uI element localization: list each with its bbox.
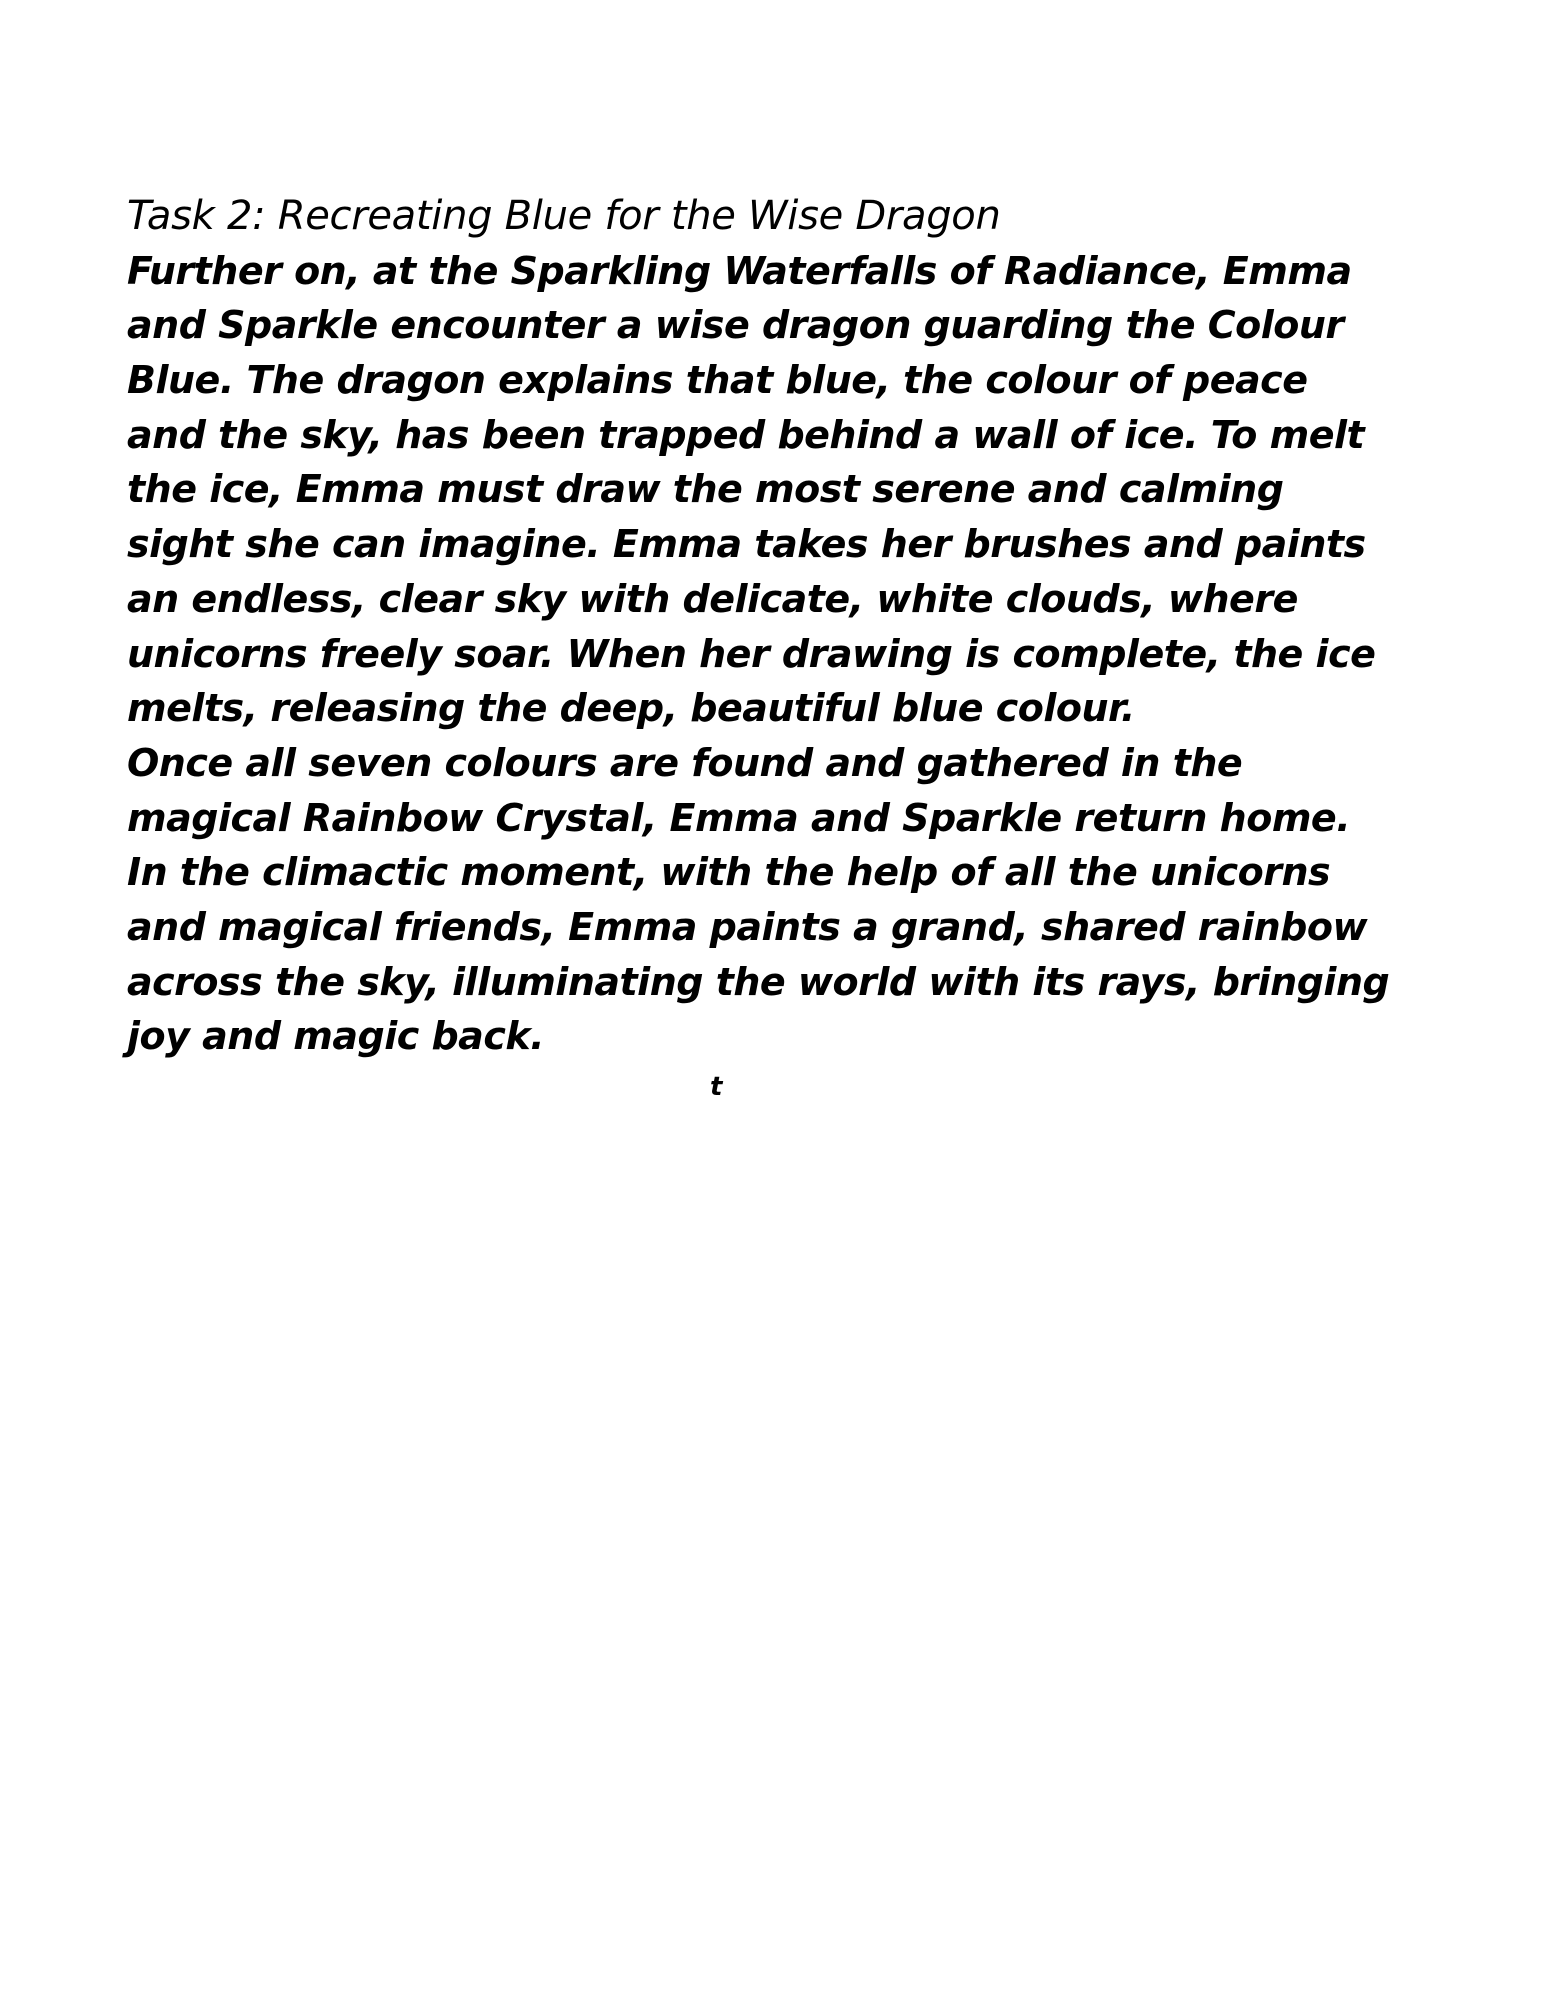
paragraph-1-line: and the sky, has been trapped behind a wall of ice. To melt xyxy=(127,412,1365,457)
paragraph-2-line: In the climactic moment, with the help of all the unicorns xyxy=(127,850,1331,895)
paragraph-1-line: and Sparkle encounter a wise dragon guarding the Colour xyxy=(127,303,1344,348)
paragraph-2-line: joy and magic back. xyxy=(127,1014,545,1059)
paragraph-1-line: the ice, Emma must draw the most serene and calming xyxy=(127,467,1284,512)
paragraph-1-line: Blue. The dragon explains that blue, the colour of peace xyxy=(127,358,1308,403)
story-text xyxy=(127,189,1390,1064)
paragraph-1-line: melts, releasing the deep, beautiful blue colour. xyxy=(127,686,1135,731)
paragraph-1-line: unicorns freely soar. When her drawing is complete, the ice xyxy=(127,631,1376,676)
paragraph-1-line: Further on, at the Sparkling Waterfalls of Radiance, Emma xyxy=(127,248,1352,293)
paragraph-1-line: sight she can imagine. Emma takes her brushes and paints xyxy=(127,522,1366,567)
paragraph-2-line: Once all seven colours are found and gathered in the xyxy=(127,740,1243,785)
paragraph-2-line: magical Rainbow Crystal, Emma and Sparkle return home. xyxy=(127,795,1351,840)
paragraph-1-line: an endless, clear sky with delicate, white clouds, where xyxy=(127,576,1298,621)
page-marker: t xyxy=(710,1072,723,1102)
task-heading: Task 2: Recreating Blue for the Wise Dragon xyxy=(127,193,1001,239)
paragraph-2-line: across the sky, illuminating the world with its rays, bringing xyxy=(127,959,1390,1004)
paragraph-2-line: and magical friends, Emma paints a grand, shared rainbow xyxy=(127,904,1368,949)
